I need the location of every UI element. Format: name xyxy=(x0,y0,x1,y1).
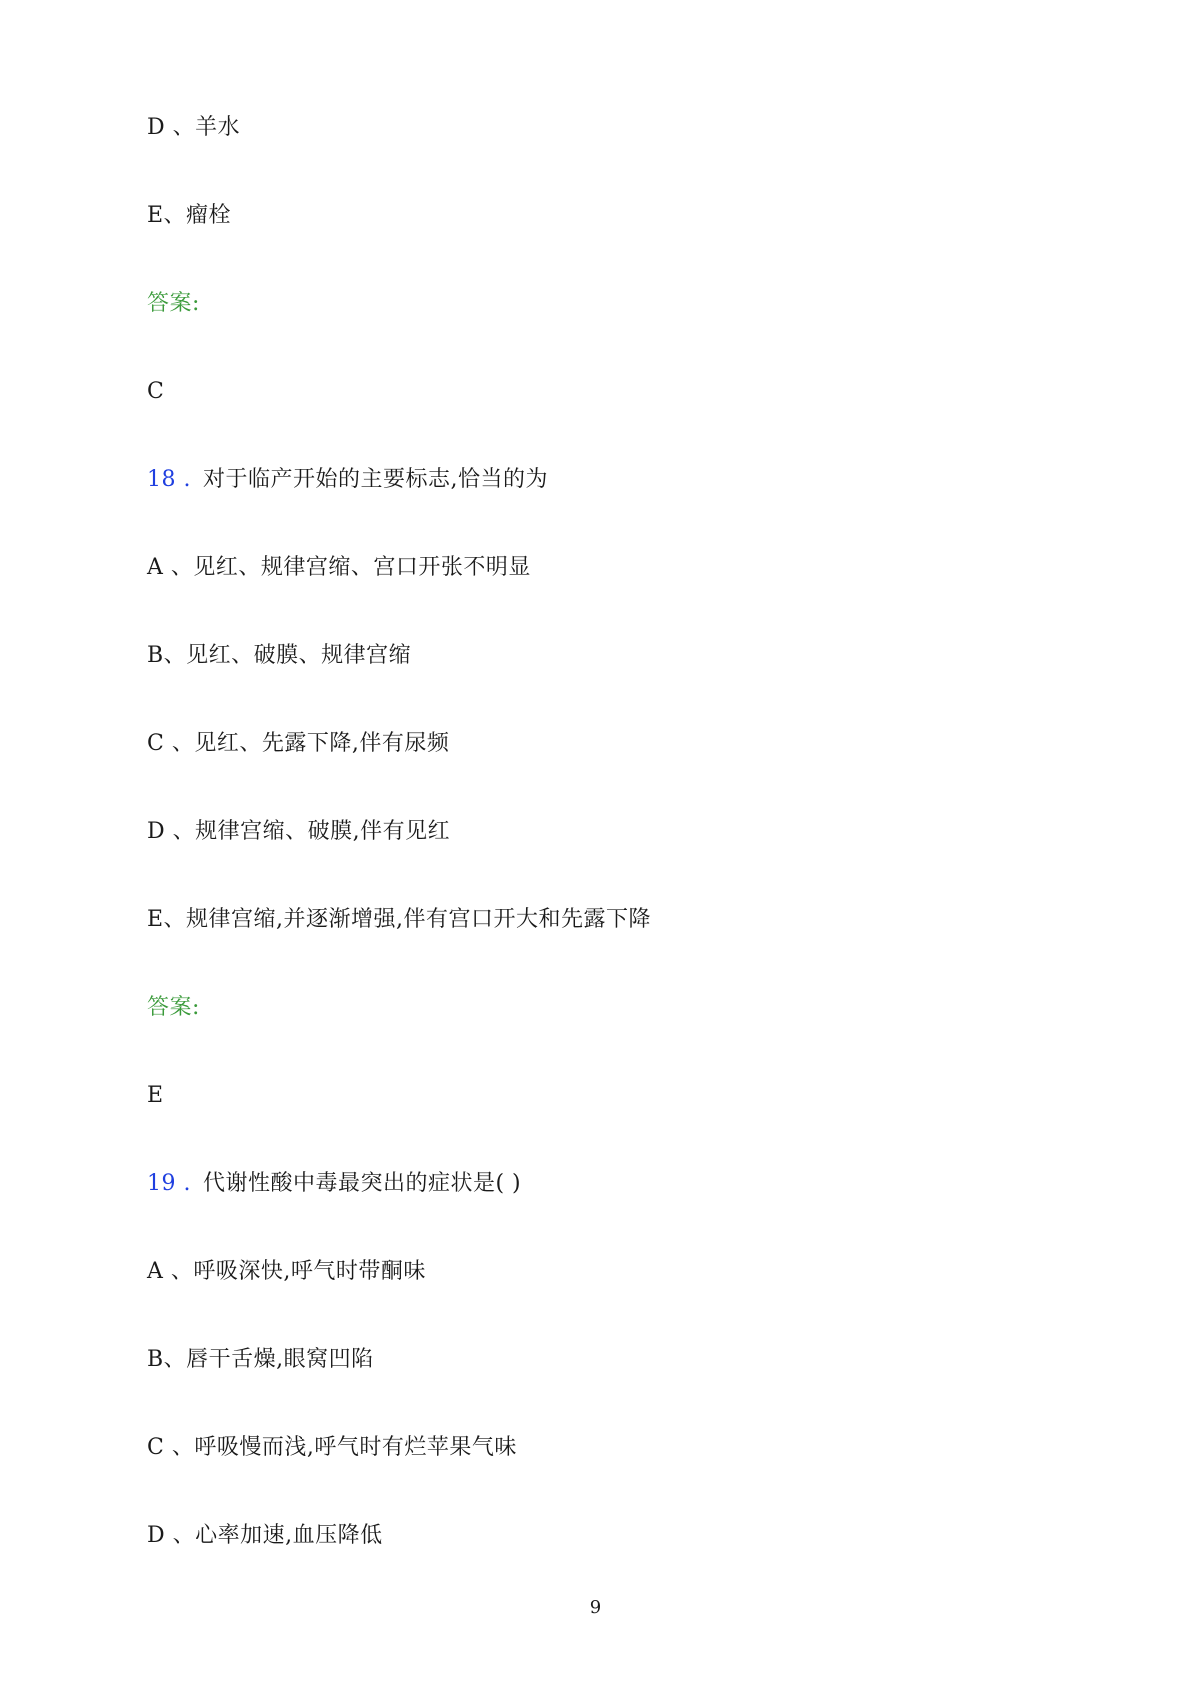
option-d-q17: D 、羊水 xyxy=(147,115,241,140)
question-text-18: 对于临产开始的主要标志,恰当的为 xyxy=(202,467,548,492)
option-b-q18: B、见红、破膜、规律宫缩 xyxy=(147,643,412,668)
option-c-q18: C 、见红、先露下降,伴有尿频 xyxy=(147,731,450,756)
option-a-q19: A 、呼吸深快,呼气时带酮味 xyxy=(147,1259,426,1284)
option-c-q19: C 、呼吸慢而浅,呼气时有烂苹果气味 xyxy=(147,1435,517,1460)
question-19 xyxy=(147,1170,521,1198)
answer-label-q18: 答案: xyxy=(147,995,200,1020)
option-e-q17: E、瘤栓 xyxy=(147,203,232,228)
answer-value-q18: E xyxy=(147,1083,164,1108)
question-number-18: 18 . xyxy=(147,467,191,492)
option-a-q18: A 、见红、规律宫缩、宫口开张不明显 xyxy=(147,555,531,580)
option-b-q19: B、唇干舌燥,眼窝凹陷 xyxy=(147,1347,374,1372)
question-18 xyxy=(147,466,548,494)
answer-label-q17: 答案: xyxy=(147,291,200,316)
question-number-19: 19 . xyxy=(147,1171,191,1196)
option-d-q19: D 、心率加速,血压降低 xyxy=(147,1523,383,1548)
option-d-q18: D 、规律宫缩、破膜,伴有见红 xyxy=(147,819,451,844)
question-text-19: 代谢性酸中毒最突出的症状是( ) xyxy=(202,1171,522,1196)
option-e-q18: E、规律宫缩,并逐渐增强,伴有宫口开大和先露下降 xyxy=(147,907,652,932)
answer-value-q17: C xyxy=(147,379,165,404)
page-number: 9 xyxy=(589,1597,602,1618)
